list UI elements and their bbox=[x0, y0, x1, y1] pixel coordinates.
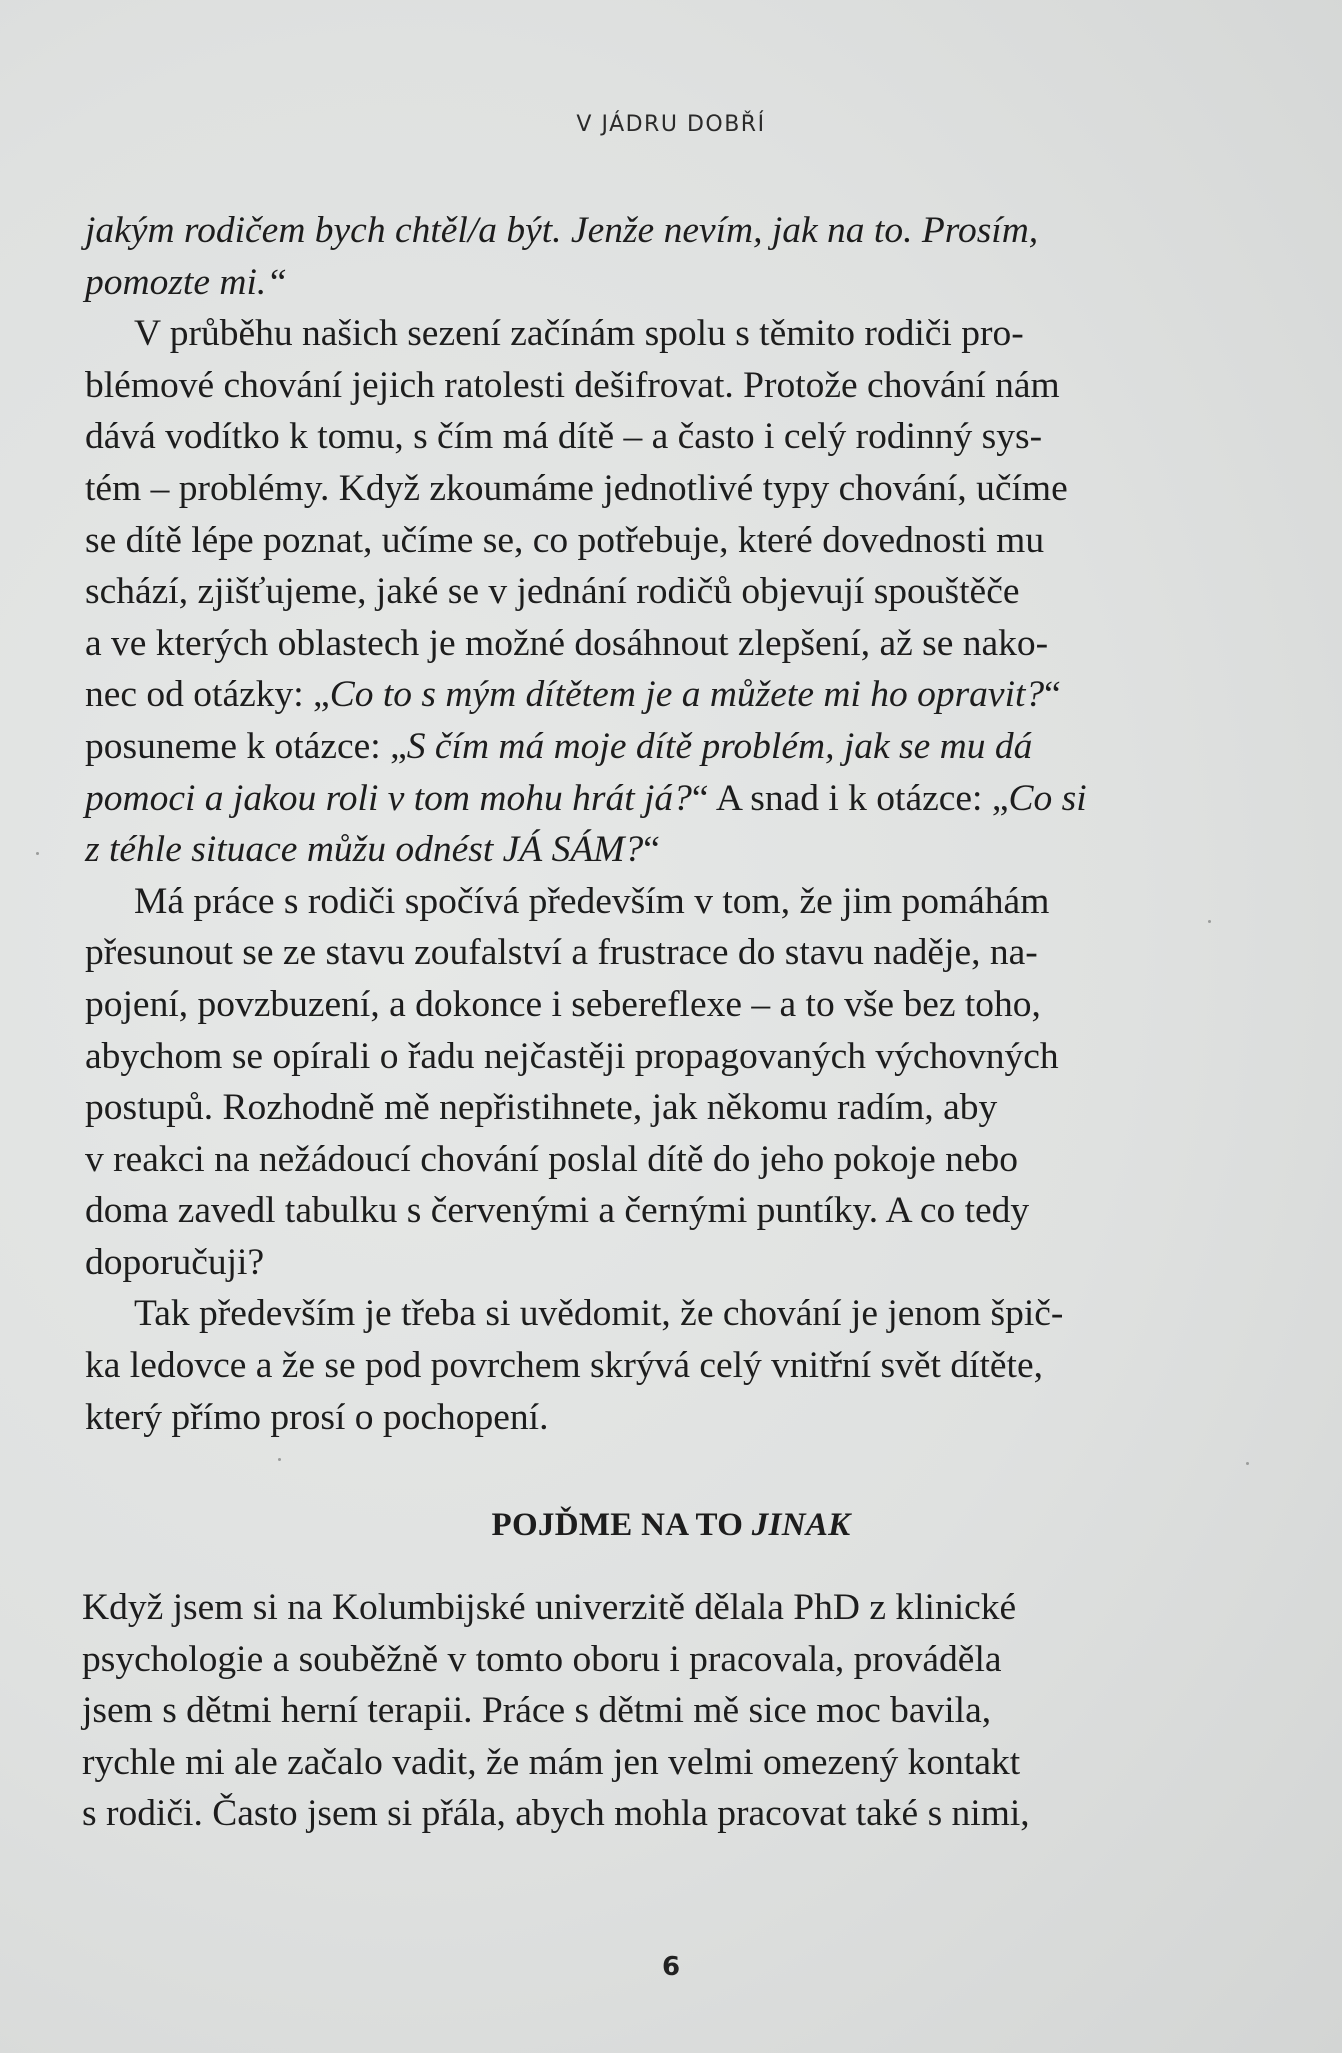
text-line: posuneme k otázce: „ bbox=[85, 725, 407, 767]
section-heading bbox=[0, 1507, 1342, 1544]
text-line: Když jsem si na Kolumbijské univerzitě dělala PhD z klinické bbox=[82, 1587, 1017, 1628]
text-line: rychle mi ale začalo vadit, že mám jen velmi omezený kontakt bbox=[82, 1741, 1021, 1783]
paragraph bbox=[85, 1288, 1170, 1443]
italic-quote: Co to s mým dítětem je a můžete mi ho opravit? bbox=[329, 674, 1045, 716]
text-line: s rodiči. Často jsem si přála, abych mohla pracovat také s nimi, bbox=[82, 1793, 1030, 1835]
text-line: dává vodítko k tomu, s čím má dítě – a často i celý rodinný sys- bbox=[85, 416, 1043, 458]
text-line: pojení, povzbuzení, a dokonce i sebereflexe – a to vše bez toho, bbox=[85, 983, 1041, 1025]
text-line: postupů. Rozhodně mě nepřistihnete, jak někomu radím, aby bbox=[85, 1087, 998, 1129]
paper-speck bbox=[278, 1458, 281, 1461]
paper-speck bbox=[1246, 1462, 1249, 1465]
text-line: doma zavedl tabulku s červenými a černými puntíky. A co tedy bbox=[85, 1190, 1030, 1232]
text-line: Má práce s rodiči spočívá především v tom, že jim pomáhám bbox=[134, 880, 1050, 922]
paragraph bbox=[85, 876, 1170, 1289]
heading-text: POJĎME NA TO bbox=[491, 1507, 752, 1543]
text-line: přesunout se ze stavu zoufalství a frustrace do stavu naděje, na- bbox=[85, 932, 1038, 974]
text-line: pomozte mi.“ bbox=[85, 261, 288, 303]
paragraph-continuation bbox=[85, 205, 1170, 308]
text-line: se dítě lépe poznat, učíme se, co potřebuje, které dovednosti mu bbox=[85, 519, 1045, 561]
main-text bbox=[85, 205, 1170, 1443]
italic-quote: pomoci a jakou roli v tom mohu hrát já? bbox=[85, 777, 692, 819]
italic-quote: Co si bbox=[1008, 777, 1087, 819]
heading-italic-text: JINAK bbox=[751, 1507, 851, 1543]
text-line: abychom se opírali o řadu nejčastěji propagovaných výchovných bbox=[85, 1035, 1059, 1077]
text-line: doporučuji? bbox=[85, 1241, 265, 1283]
text-line: blémové chování jejich ratolesti dešifrovat. Protože chování nám bbox=[85, 364, 1060, 406]
text-line: jakým rodičem bych chtěl/a být. Jenže nevím, jak na to. Prosím, bbox=[85, 210, 1039, 251]
text-line: který přímo prosí o pochopení. bbox=[85, 1396, 549, 1438]
running-head: V JÁDRU DOBŘÍ bbox=[576, 112, 766, 137]
text-line: jsem s dětmi herní terapii. Práce s dětmi mě sice moc bavila, bbox=[82, 1690, 992, 1732]
paragraph bbox=[85, 308, 1170, 876]
text-fragment: “ bbox=[1044, 674, 1061, 716]
text-line: tém – problémy. Když zkoumáme jednotlivé typy chování, učíme bbox=[85, 467, 1068, 509]
paper-speck bbox=[36, 852, 39, 855]
paragraph bbox=[82, 1582, 1170, 1840]
paper-speck bbox=[1208, 920, 1211, 923]
section-text bbox=[82, 1582, 1170, 1840]
text-line: V průběhu našich sezení začínám spolu s těmito rodiči pro- bbox=[134, 313, 1024, 355]
text-line: a ve kterých oblastech je možné dosáhnout zlepšení, až se nako- bbox=[85, 622, 1049, 664]
text-line: v reakci na nežádoucí chování poslal dítě do jeho pokoje nebo bbox=[85, 1138, 1019, 1180]
text-line: Tak především je třeba si uvědomit, že chování je jenom špič- bbox=[134, 1293, 1064, 1335]
italic-quote: S čím má moje dítě problém, jak se mu dá bbox=[406, 725, 1033, 767]
page-number: 6 bbox=[661, 1952, 681, 1982]
text-line: ka ledovce a že se pod povrchem skrývá celý vnitřní svět dítěte, bbox=[85, 1345, 1043, 1387]
italic-quote: z téhle situace můžu odnést JÁ SÁM? bbox=[85, 829, 644, 871]
text-fragment: “ bbox=[643, 829, 660, 871]
text-fragment: “ A snad i k otázce: „ bbox=[691, 777, 1009, 819]
text-line: schází, zjišťujeme, jaké se v jednání rodičů objevují spouštěče bbox=[85, 571, 1020, 613]
text-line: nec od otázky: „ bbox=[85, 674, 330, 716]
text-line: psychologie a souběžně v tomto oboru i pracovala, prováděla bbox=[82, 1638, 1002, 1680]
